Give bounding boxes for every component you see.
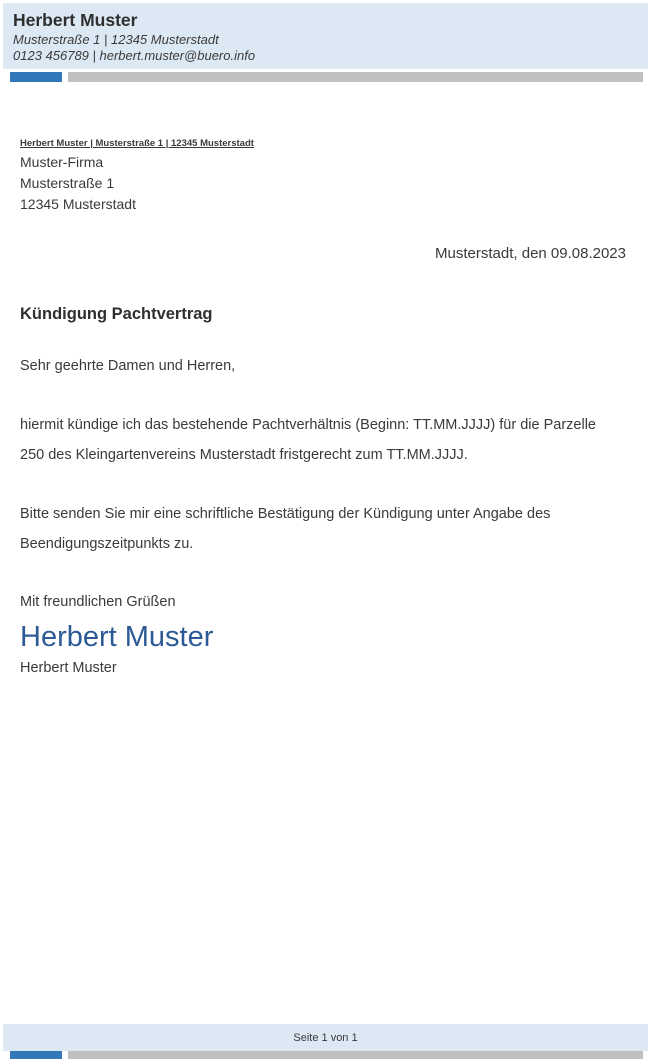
- recipient-city: 12345 Musterstadt: [20, 196, 136, 212]
- body-paragraph-1: hiermit kündige ich das bestehende Pachtverhältnis (Beginn: TT.MM.JJJJ) für die Parzelle 250 des Kleingartenvereins Musterstadt fristgerecht zum TT.MM.JJJJ.: [20, 417, 596, 463]
- sender-name: Herbert Muster: [13, 10, 138, 30]
- page-number: Seite 1 von 1: [293, 1032, 358, 1044]
- letter-date: Musterstadt, den 09.08.2023: [435, 245, 626, 262]
- header-accent-bar: [10, 72, 62, 82]
- salutation: Sehr geehrte Damen und Herren,: [20, 358, 236, 374]
- signature-script: Herbert Muster: [20, 621, 214, 653]
- footer-gray-bar: [68, 1051, 643, 1059]
- recipient-street: Musterstraße 1: [20, 175, 115, 191]
- sender-address: Musterstraße 1 | 12345 Musterstadt: [13, 32, 219, 47]
- recipient-company: Muster-Firma: [20, 154, 104, 170]
- closing: Mit freundlichen Grüßen: [20, 594, 176, 610]
- letter-subject: Kündigung Pachtvertrag: [20, 305, 213, 323]
- body-paragraph-2: Bitte senden Sie mir eine schriftliche Bestätigung der Kündigung unter Angabe des Beendigungszeitpunkts zu.: [20, 506, 551, 552]
- return-address: Herbert Muster | Musterstraße 1 | 12345 Musterstadt: [20, 138, 254, 149]
- header-gray-bar: [68, 72, 643, 82]
- sender-contact: 0123 456789 | herbert.muster@buero.info: [13, 48, 256, 63]
- signature-name: Herbert Muster: [20, 660, 117, 676]
- footer-accent-bar: [10, 1051, 62, 1059]
